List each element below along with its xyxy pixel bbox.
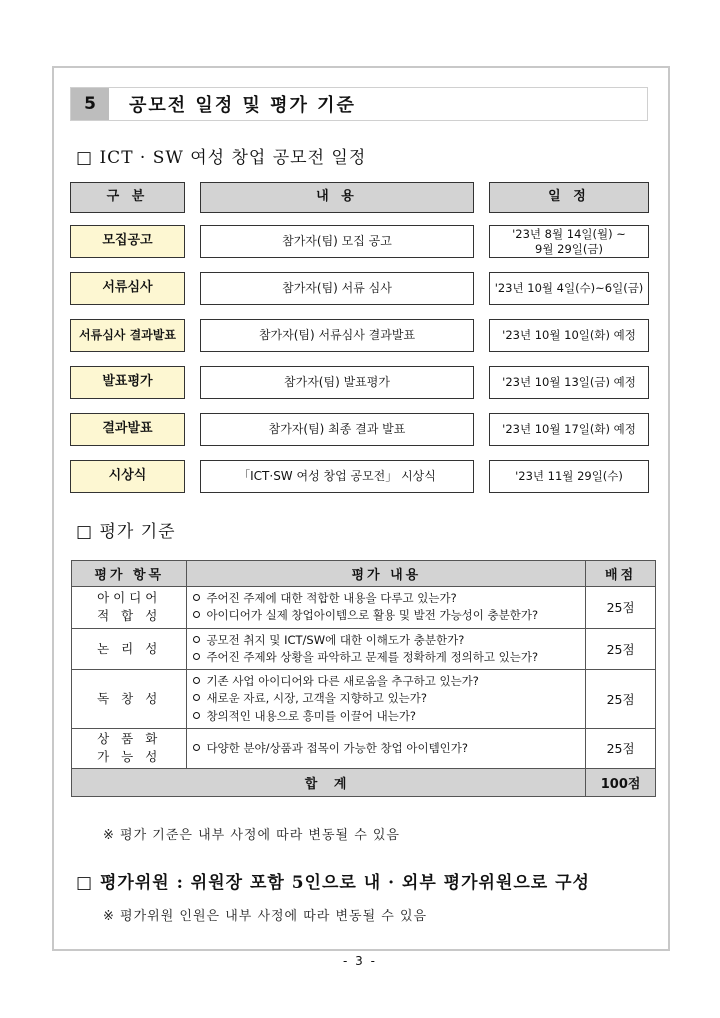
schedule-row-date-line1: '23년 10월 10일(화) 예정 bbox=[502, 328, 636, 343]
schedule-header-content: 내 용 bbox=[200, 182, 474, 213]
schedule-row-date bbox=[489, 319, 649, 352]
evaluation-header-content: 평가 내용 bbox=[187, 561, 586, 587]
evaluation-total-label: 합 계 bbox=[72, 768, 586, 796]
evaluation-note: ※ 평가 기준은 내부 사정에 따라 변동될 수 있음 bbox=[103, 828, 400, 843]
evaluation-body bbox=[72, 587, 656, 769]
evaluation-item-line1: 아이디어 bbox=[97, 590, 162, 606]
schedule-row-date bbox=[489, 460, 649, 493]
evaluation-point-text: 기존 사업 아이디어와 다른 새로움을 추구하고 있는가? bbox=[206, 674, 479, 688]
schedule-row-category: 결과발표 bbox=[70, 413, 185, 446]
evaluation-item bbox=[72, 728, 187, 768]
evaluation-point bbox=[193, 740, 579, 757]
schedule-row-date-line1: '23년 10월 13일(금) 예정 bbox=[502, 375, 636, 390]
schedule-row-content: 참가자(팀) 서류심사 결과발표 bbox=[200, 319, 474, 352]
evaluation-content bbox=[187, 587, 586, 629]
bullet-circle-icon bbox=[193, 653, 200, 660]
evaluation-point-text: 주어진 주제와 상황을 파악하고 문제를 정확하게 정의하고 있는가? bbox=[206, 649, 539, 664]
evaluation-score: 25점 bbox=[586, 670, 656, 729]
evaluation-point-text: 아이디어가 실제 창업아이템으로 활용 및 발전 가능성이 충분한가? bbox=[206, 608, 539, 623]
evaluation-header-item: 평가 항목 bbox=[72, 561, 187, 587]
evaluation-item bbox=[72, 587, 187, 629]
evaluation-point-text: 다양한 분야/상품과 접목이 가능한 창업 아이템인가? bbox=[206, 740, 468, 755]
schedule-row-content: 「ICT·SW 여성 창업 공모전」 시상식 bbox=[200, 460, 474, 493]
evaluation-content bbox=[187, 728, 586, 768]
evaluation-row bbox=[72, 728, 656, 768]
evaluation-item-line1: 독 창 성 bbox=[97, 690, 162, 706]
evaluation-point-text: 새로운 자료, 시장, 고객을 지향하고 있는가? bbox=[206, 691, 427, 706]
schedule-row-date bbox=[489, 272, 649, 305]
evaluation-content bbox=[187, 628, 586, 670]
schedule-row-content: 참가자(팀) 최종 결과 발표 bbox=[200, 413, 474, 446]
evaluation-content bbox=[187, 670, 586, 729]
evaluation-point bbox=[193, 607, 579, 624]
schedule-row-date bbox=[489, 225, 649, 258]
schedule-row-category: 발표평가 bbox=[70, 366, 185, 399]
evaluation-item-line1: 논 리 성 bbox=[97, 640, 162, 656]
schedule-row-content: 참가자(팀) 발표평가 bbox=[200, 366, 474, 399]
schedule-row-date bbox=[489, 366, 649, 399]
committee-note: ※ 평가위원 인원은 내부 사정에 따라 변동될 수 있음 bbox=[103, 909, 428, 924]
evaluation-header-row bbox=[72, 561, 656, 587]
evaluation-item-line2: 적 합 성 bbox=[97, 608, 162, 624]
schedule-row-category: 서류심사 결과발표 bbox=[70, 319, 185, 352]
evaluation-table bbox=[71, 560, 656, 797]
evaluation-row bbox=[72, 628, 656, 670]
section-title: 공모전 일정 및 평가 기준 bbox=[129, 95, 356, 116]
page-number: - 3 - bbox=[343, 954, 377, 968]
schedule-row-date-line1: '23년 8월 14일(월) ~ bbox=[512, 226, 626, 241]
evaluation-row bbox=[72, 670, 656, 729]
evaluation-row bbox=[72, 587, 656, 629]
bullet-circle-icon bbox=[193, 712, 200, 719]
schedule-row-category: 시상식 bbox=[70, 460, 185, 493]
evaluation-total-score: 100점 bbox=[586, 768, 656, 796]
evaluation-score: 25점 bbox=[586, 728, 656, 768]
schedule-row-date-line1: '23년 10월 4일(수)~6일(금) bbox=[494, 281, 644, 296]
evaluation-point-text: 창의적인 내용으로 흥미를 이끌어 내는가? bbox=[206, 708, 417, 723]
schedule-row-date bbox=[489, 413, 649, 446]
schedule-row-category: 서류심사 bbox=[70, 272, 185, 305]
evaluation-point bbox=[193, 590, 579, 607]
schedule-row-content: 참가자(팀) 모집 공고 bbox=[200, 225, 474, 258]
evaluation-heading: □ 평가 기준 bbox=[76, 522, 176, 542]
evaluation-item bbox=[72, 670, 187, 729]
evaluation-item-line1: 상 품 화 bbox=[97, 731, 162, 747]
section-header bbox=[70, 87, 648, 121]
schedule-header-category: 구 분 bbox=[70, 182, 185, 213]
schedule-row-content: 참가자(팀) 서류 심사 bbox=[200, 272, 474, 305]
evaluation-point bbox=[193, 690, 579, 707]
evaluation-point-text: 주어진 주제에 대한 적합한 내용을 다루고 있는가? bbox=[206, 591, 457, 605]
bullet-circle-icon bbox=[193, 611, 200, 618]
bullet-circle-icon bbox=[193, 744, 200, 751]
schedule-heading: □ ICT · SW 여성 창업 공모전 일정 bbox=[76, 148, 367, 168]
evaluation-point-text: 공모전 취지 및 ICT/SW에 대한 이해도가 충분한가? bbox=[206, 632, 465, 647]
evaluation-item bbox=[72, 628, 187, 670]
evaluation-score: 25점 bbox=[586, 587, 656, 629]
committee-heading: □ 평가위원 : 위원장 포함 5인으로 내 · 외부 평가위원으로 구성 bbox=[76, 873, 590, 893]
schedule-row-date-line1: '23년 10월 17일(화) 예정 bbox=[502, 422, 636, 437]
bullet-circle-icon bbox=[193, 677, 200, 684]
schedule-header-date: 일 정 bbox=[489, 182, 649, 213]
evaluation-total-row bbox=[72, 768, 656, 796]
evaluation-item-line2: 가 능 성 bbox=[97, 749, 162, 765]
schedule-row-category: 모집공고 bbox=[70, 225, 185, 258]
section-number: 5 bbox=[71, 88, 109, 120]
evaluation-point bbox=[193, 673, 579, 690]
bullet-circle-icon bbox=[193, 636, 200, 643]
evaluation-score: 25점 bbox=[586, 628, 656, 670]
schedule-row-date-line1: '23년 11월 29일(수) bbox=[515, 469, 623, 484]
bullet-circle-icon bbox=[193, 594, 200, 601]
evaluation-point bbox=[193, 708, 579, 725]
evaluation-point bbox=[193, 649, 579, 666]
bullet-circle-icon bbox=[193, 694, 200, 701]
evaluation-header-score: 배점 bbox=[586, 561, 656, 587]
schedule-row-date-line2: 9월 29일(금) bbox=[535, 241, 603, 256]
evaluation-point bbox=[193, 632, 579, 649]
